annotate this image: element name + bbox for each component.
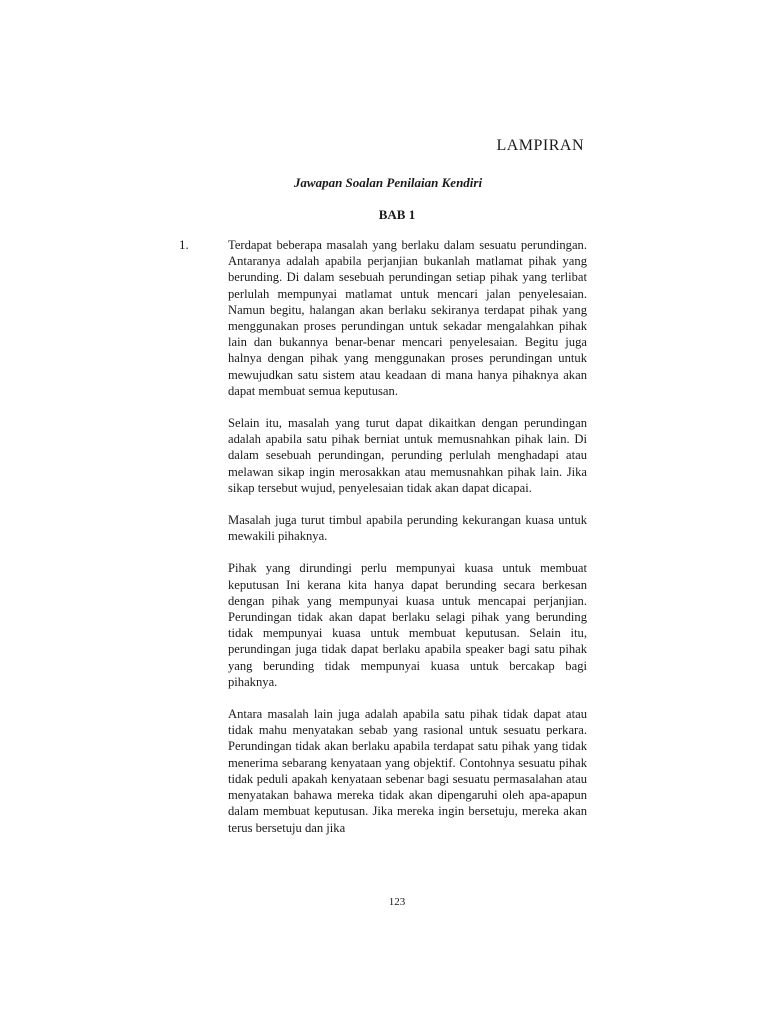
answer-number: 1. <box>179 237 189 252</box>
paragraph: Terdapat beberapa masalah yang berlaku dalam sesuatu perundingan. Antaranya adalah apabila perjanjian bukanlah matlamat pihak yang berunding. Di dalam sesebuah perundingan setiap pihak yang terlibat perlulah mempunyai matlamat untuk mencari jalan penyelesaian. Namun begitu, halangan akan berlaku sekiranya terdapat pihak yang menggunakan proses perundingan untuk sekadar mengalahkan pihak lain dan bukannya benar-benar mencari penyelesaian. Begitu juga halnya dengan pihak yang menggunakan proses perundingan untuk mewujudkan satu sistem atau keadaan di mana hanya pihaknya akan dapat membuat semua keputusan. <box>228 238 587 398</box>
page-number: 123 <box>388 896 406 908</box>
paragraph: Masalah juga turut timbul apabila perunding kekurangan kuasa untuk mewakili pihaknya. <box>228 513 587 544</box>
chapter-title: BAB 1 <box>378 207 416 222</box>
paragraph: Pihak yang dirundingi perlu mempunyai kuasa untuk membuat keputusan Ini kerana kita hanya dapat berunding secara berkesan dengan pihak yang mempunyai kuasa untuk mencapai perjanjian. Perundingan tidak akan dapat berlaku selagi pihak yang berunding tidak mempunyai kuasa untuk membuat keputusan. Selain itu, perundingan juga tidak dapat berlaku apabila speaker bagi satu pihak yang berunding tidak mempunyai kuasa untuk bercakap bagi pihaknya. <box>228 561 587 689</box>
answer-text <box>228 237 587 852</box>
paragraph: Selain itu, masalah yang turut dapat dikaitkan dengan perundingan adalah apabila satu pihak berniat untuk memusnahkan pihak lain. Di dalam sesebuah perundingan, perunding perlulah menghadapi atau melawan sikap ingin merosakkan atau memusnahkan pihak lain. Jika sikap tersebut wujud, penyelesaian tidak akan dapat dicapai. <box>228 416 587 495</box>
paragraph: Antara masalah lain juga adalah apabila satu pihak tidak dapat atau tidak mahu menyatakan sebab yang rasional untuk sesuatu perkara. Perundingan tidak akan berlaku apabila terdapat satu pihak yang tidak menerima sebarang kenyataan yang objektif. Contohnya sesuatu pihak tidak peduli apakah kenyataan sebenar bagi sesuatu permasalahan atau menyatakan bahawa mereka tidak akan dipengaruhi oleh apa-apapun dalam membuat keputusan. Jika mereka ingin bersetuju, mereka akan terus bersetuju dan jika <box>228 707 587 835</box>
page-subtitle: Jawapan Soalan Penilaian Kendiri <box>293 175 483 190</box>
page-heading: LAMPIRAN <box>496 137 584 154</box>
